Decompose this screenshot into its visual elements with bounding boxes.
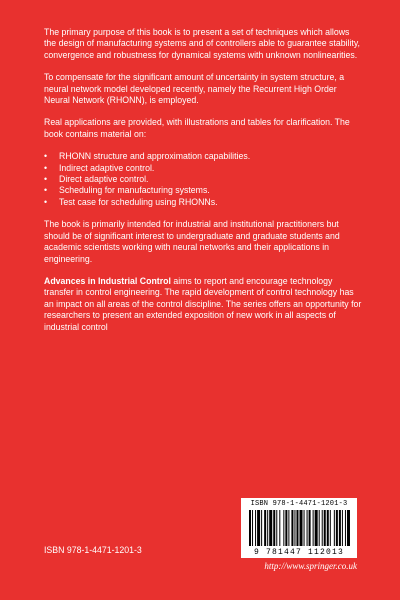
contents-list <box>44 151 362 208</box>
barcode-isbn-text: ISBN 978-1-4471-1201-3 <box>250 500 348 508</box>
paragraph-purpose: The primary purpose of this book is to present a set of techniques which allows the design of manufacturing systems and of controllers able to guarantee stability, convergence and robustness for dynamical systems with unknown nonlinearities. <box>44 27 360 60</box>
list-item: • Direct adaptive control. <box>44 174 362 185</box>
series-name: Advances in Industrial Control <box>44 275 171 286</box>
isbn-label: ISBN 978-1-4471-1201-3 <box>44 545 142 555</box>
paragraph-series <box>44 276 362 333</box>
paragraph-rhonn: To compensate for the significant amount of uncertainty in system structure, a neural network model developed recently, namely the Recurrent High Order Neural Network (RHONN), is employed. <box>44 72 345 106</box>
publisher-url: http://www.springer.co.uk <box>264 561 357 571</box>
list-item: • Test case for scheduling using RHONNs. <box>44 197 362 208</box>
barcode <box>241 498 357 558</box>
barcode-bars <box>249 510 351 546</box>
back-cover-text <box>44 27 362 344</box>
barcode-digits: 9 781447 112013 <box>253 548 344 557</box>
list-item: • Indirect adaptive control. <box>44 163 362 174</box>
list-item: • RHONN structure and approximation capabilities. <box>44 151 362 162</box>
paragraph-applications: Real applications are provided, with illustrations and tables for clarification. The book contains material on: <box>44 117 350 139</box>
series-description: aims to report and encourage technology transfer in control engineering. The rapid development of control technology has an impact on all areas of the control discipline. The series offers an opportunity for researchers to present an extended exposition of new work in all aspects of industrial control <box>44 275 362 332</box>
paragraph-audience: The book is primarily intended for industrial and institutional practitioners but should be of significant interest to undergraduate and graduate students and academic scientists working with neural networks and their applications in engineering. <box>44 219 340 264</box>
list-item: • Scheduling for manufacturing systems. <box>44 185 362 196</box>
